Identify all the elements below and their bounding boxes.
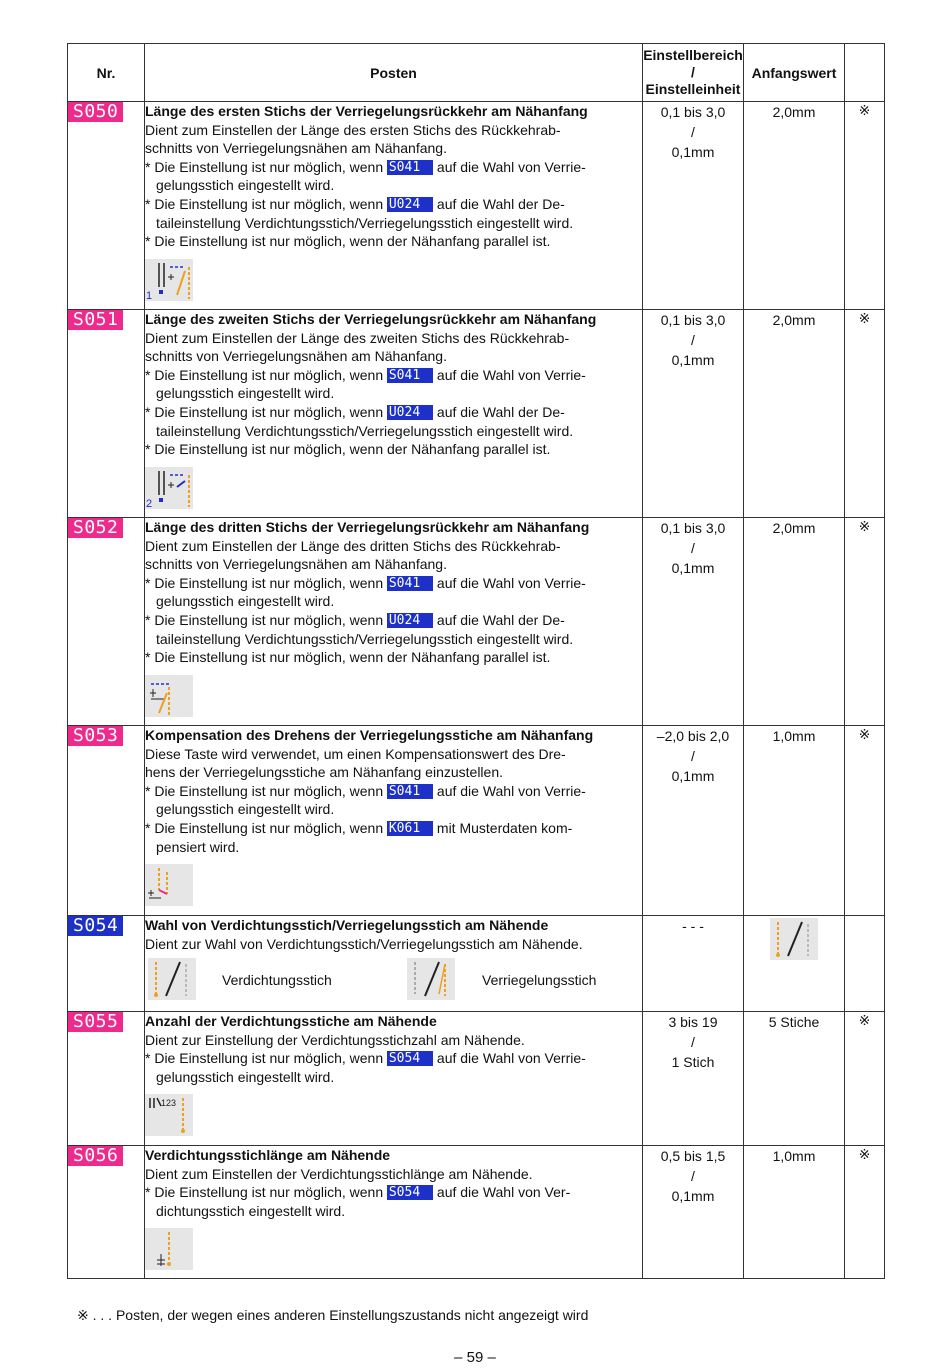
initial-value: 1,0mm xyxy=(744,726,845,916)
code-badge[interactable]: S056 xyxy=(68,1146,123,1166)
third-stitch-icon xyxy=(145,675,193,717)
range-value: 0,5 bis 1,5 xyxy=(660,1148,726,1164)
range-unit: 0,1mm xyxy=(671,1188,715,1204)
table-row xyxy=(68,916,885,1012)
range-separator: / xyxy=(691,1168,695,1184)
table-row xyxy=(68,1012,885,1146)
item-title: Länge des dritten Stichs der Verriegelungsrückkehr am Nähanfang xyxy=(145,519,590,535)
item-note: * Die Einstellung ist nur möglich, wenn K061 mit Musterdaten kom- pensiert wird. xyxy=(145,819,573,855)
range-value: 0,1 bis 3,0 xyxy=(660,104,726,120)
condensed-stitch-icon[interactable] xyxy=(148,958,196,1000)
code-badge[interactable]: S052 xyxy=(68,518,123,538)
item-desc: Dient zur Einstellung der Verdichtungsstichzahl am Nähende. xyxy=(145,1031,525,1048)
option-row xyxy=(145,958,642,1002)
range-unit: 0,1mm xyxy=(671,144,715,160)
code-badge[interactable]: S054 xyxy=(68,916,123,936)
table-header xyxy=(68,44,885,102)
item-note: * Die Einstellung ist nur möglich, wenn S054 auf die Wahl von Verrie- gelungsstich eingestellt wird. xyxy=(145,1050,586,1085)
table-row xyxy=(68,102,885,310)
option-label-condensed: Verdichtungsstich xyxy=(222,972,332,989)
item-desc: Diese Taste wird verwendet, um einen Kompensationswert des Dre- hens der Verriegelungsstiche am Nähanfang einzustellen. xyxy=(145,745,566,781)
ref-code-badge: S054 xyxy=(387,1185,433,1200)
rotation-compensation-icon xyxy=(145,864,193,906)
item-note: * Die Einstellung ist nur möglich, wenn der Nähanfang parallel ist. xyxy=(145,233,551,250)
range-separator: / xyxy=(691,540,695,556)
hidden-mark: ※ xyxy=(845,518,885,726)
header-initial: Anfangswert xyxy=(744,44,845,102)
ref-code-badge: S054 xyxy=(387,1051,433,1066)
item-title: Länge des zweiten Stichs der Verriegelungsrückkehr am Nähanfang xyxy=(145,311,597,327)
needle-second-stitch-icon xyxy=(145,467,193,509)
item-note: * Die Einstellung ist nur möglich, wenn der Nähanfang parallel ist. xyxy=(145,441,551,458)
range-value: 0,1 bis 3,0 xyxy=(660,312,726,328)
header-range-line1: Einstellbereich xyxy=(643,47,743,63)
header-range-line2: / xyxy=(691,64,695,80)
item-desc: Dient zur Wahl von Verdichtungsstich/Verriegelungsstich am Nähende. xyxy=(145,935,583,952)
footnote: ※ . . . Posten, der wegen eines anderen Einstellungszustands nicht angezeigt wird xyxy=(77,1307,589,1323)
svg-text:123: 123 xyxy=(161,1098,177,1109)
table-row xyxy=(68,518,885,726)
item-title: Kompensation des Drehens der Verriegelungsstiche am Nähanfang xyxy=(145,727,594,743)
range-unit: 1 Stich xyxy=(671,1054,715,1070)
header-range-line3: Einstelleinheit xyxy=(645,81,741,97)
item-note: * Die Einstellung ist nur möglich, wenn S041 auf die Wahl von Verrie- gelungsstich eingestellt wird. xyxy=(145,782,586,818)
ref-code-badge: S041 xyxy=(387,368,433,383)
hidden-mark: ※ xyxy=(845,1146,885,1279)
code-badge[interactable]: S051 xyxy=(68,310,123,330)
needle-first-stitch-icon xyxy=(145,259,193,301)
ref-code-badge: S041 xyxy=(387,576,433,591)
item-note: * Die Einstellung ist nur möglich, wenn S054 auf die Wahl von Ver- dichtungsstich eingestellt wird. xyxy=(145,1184,571,1219)
item-note: * Die Einstellung ist nur möglich, wenn der Nähanfang parallel ist. xyxy=(145,649,551,666)
ref-code-badge: S041 xyxy=(387,784,433,799)
code-badge[interactable]: S050 xyxy=(68,102,123,122)
item-desc: Dient zum Einstellen der Verdichtungsstichlänge am Nähende. xyxy=(145,1165,533,1182)
range-separator: / xyxy=(691,124,695,140)
option-label-lock: Verriegelungsstich xyxy=(482,972,597,989)
parameter-table xyxy=(67,43,885,1279)
initial-value: 1,0mm xyxy=(744,1146,845,1279)
lock-stitch-icon[interactable] xyxy=(407,958,455,1000)
condensed-stitch-icon xyxy=(770,918,818,960)
hidden-mark: ※ xyxy=(845,726,885,916)
range-value: 0,1 bis 3,0 xyxy=(660,520,726,536)
item-desc: Dient zum Einstellen der Länge des ersten Stichs des Rückkehrab- schnitts von Verriegelungsnähen am Nähanfang. xyxy=(145,121,561,157)
table-row xyxy=(68,726,885,916)
item-note: * Die Einstellung ist nur möglich, wenn U024 auf die Wahl der De- taileinstellung Verdichtungsstich/Verriegelungsstich eingestellt wird. xyxy=(145,403,574,439)
range-unit: 0,1mm xyxy=(671,560,715,576)
range-unit: 0,1mm xyxy=(671,768,715,784)
range-separator: / xyxy=(691,748,695,764)
ref-code-badge: U024 xyxy=(387,197,433,212)
range-separator: / xyxy=(691,1034,695,1050)
item-title: Wahl von Verdichtungsstich/Verriegelungsstich am Nähende xyxy=(145,917,549,933)
range-value: 3 bis 19 xyxy=(668,1014,718,1030)
ref-code-badge: U024 xyxy=(387,613,433,628)
range-value: –2,0 bis 2,0 xyxy=(656,728,730,744)
range-unit: 0,1mm xyxy=(671,352,715,368)
svg-text:1: 1 xyxy=(146,289,153,301)
initial-value: 2,0mm xyxy=(744,102,845,310)
item-note: * Die Einstellung ist nur möglich, wenn S041 auf die Wahl von Verrie- gelungsstich eingestellt wird. xyxy=(145,366,586,402)
header-posten: Posten xyxy=(145,44,643,102)
initial-value: 5 Stiche xyxy=(744,1012,845,1146)
code-badge[interactable]: S053 xyxy=(68,726,123,746)
hidden-mark xyxy=(845,916,885,1012)
item-note: * Die Einstellung ist nur möglich, wenn U024 auf die Wahl der De- taileinstellung Verdichtungsstich/Verriegelungsstich eingestellt wird. xyxy=(145,195,574,231)
item-note: * Die Einstellung ist nur möglich, wenn S041 auf die Wahl von Verrie- gelungsstich eingestellt wird. xyxy=(145,158,586,194)
page-number: – 59 – xyxy=(454,1349,496,1366)
svg-text:2: 2 xyxy=(146,497,153,509)
item-note: * Die Einstellung ist nur möglich, wenn U024 auf die Wahl der De- taileinstellung Verdichtungsstich/Verriegelungsstich eingestellt wird. xyxy=(145,611,574,647)
hidden-mark: ※ xyxy=(845,310,885,518)
header-range xyxy=(643,44,744,102)
item-title: Verdichtungsstichlänge am Nähende xyxy=(145,1147,391,1163)
header-nr: Nr. xyxy=(68,44,145,102)
ref-code-badge: U024 xyxy=(387,405,433,420)
stitch-count-icon xyxy=(145,1094,193,1136)
item-title: Länge des ersten Stichs der Verriegelungsrückkehr am Nähanfang xyxy=(145,103,588,119)
table-row xyxy=(68,310,885,518)
code-badge[interactable]: S055 xyxy=(68,1012,123,1032)
item-desc: Dient zum Einstellen der Länge des dritten Stichs des Rückkehrab- schnitts von Verriegelungsnähen am Nähanfang. xyxy=(145,537,561,573)
ref-code-badge: S041 xyxy=(387,160,433,175)
table-row xyxy=(68,1146,885,1279)
initial-value: 2,0mm xyxy=(744,518,845,726)
condensed-stitch-length-icon xyxy=(145,1228,193,1270)
header-mark xyxy=(845,44,885,102)
initial-value: 2,0mm xyxy=(744,310,845,518)
hidden-mark: ※ xyxy=(845,102,885,310)
hidden-mark: ※ xyxy=(845,1012,885,1146)
range-value: - - - xyxy=(643,916,744,1012)
item-desc: Dient zum Einstellen der Länge des zweiten Stichs des Rückkehrab- schnitts von Verriegelungsnähen am Nähanfang. xyxy=(145,329,570,365)
item-title: Anzahl der Verdichtungsstiche am Nähende xyxy=(145,1013,437,1029)
item-note: * Die Einstellung ist nur möglich, wenn S041 auf die Wahl von Verrie- gelungsstich eingestellt wird. xyxy=(145,574,586,610)
ref-code-badge: K061 xyxy=(387,821,433,836)
range-separator: / xyxy=(691,332,695,348)
